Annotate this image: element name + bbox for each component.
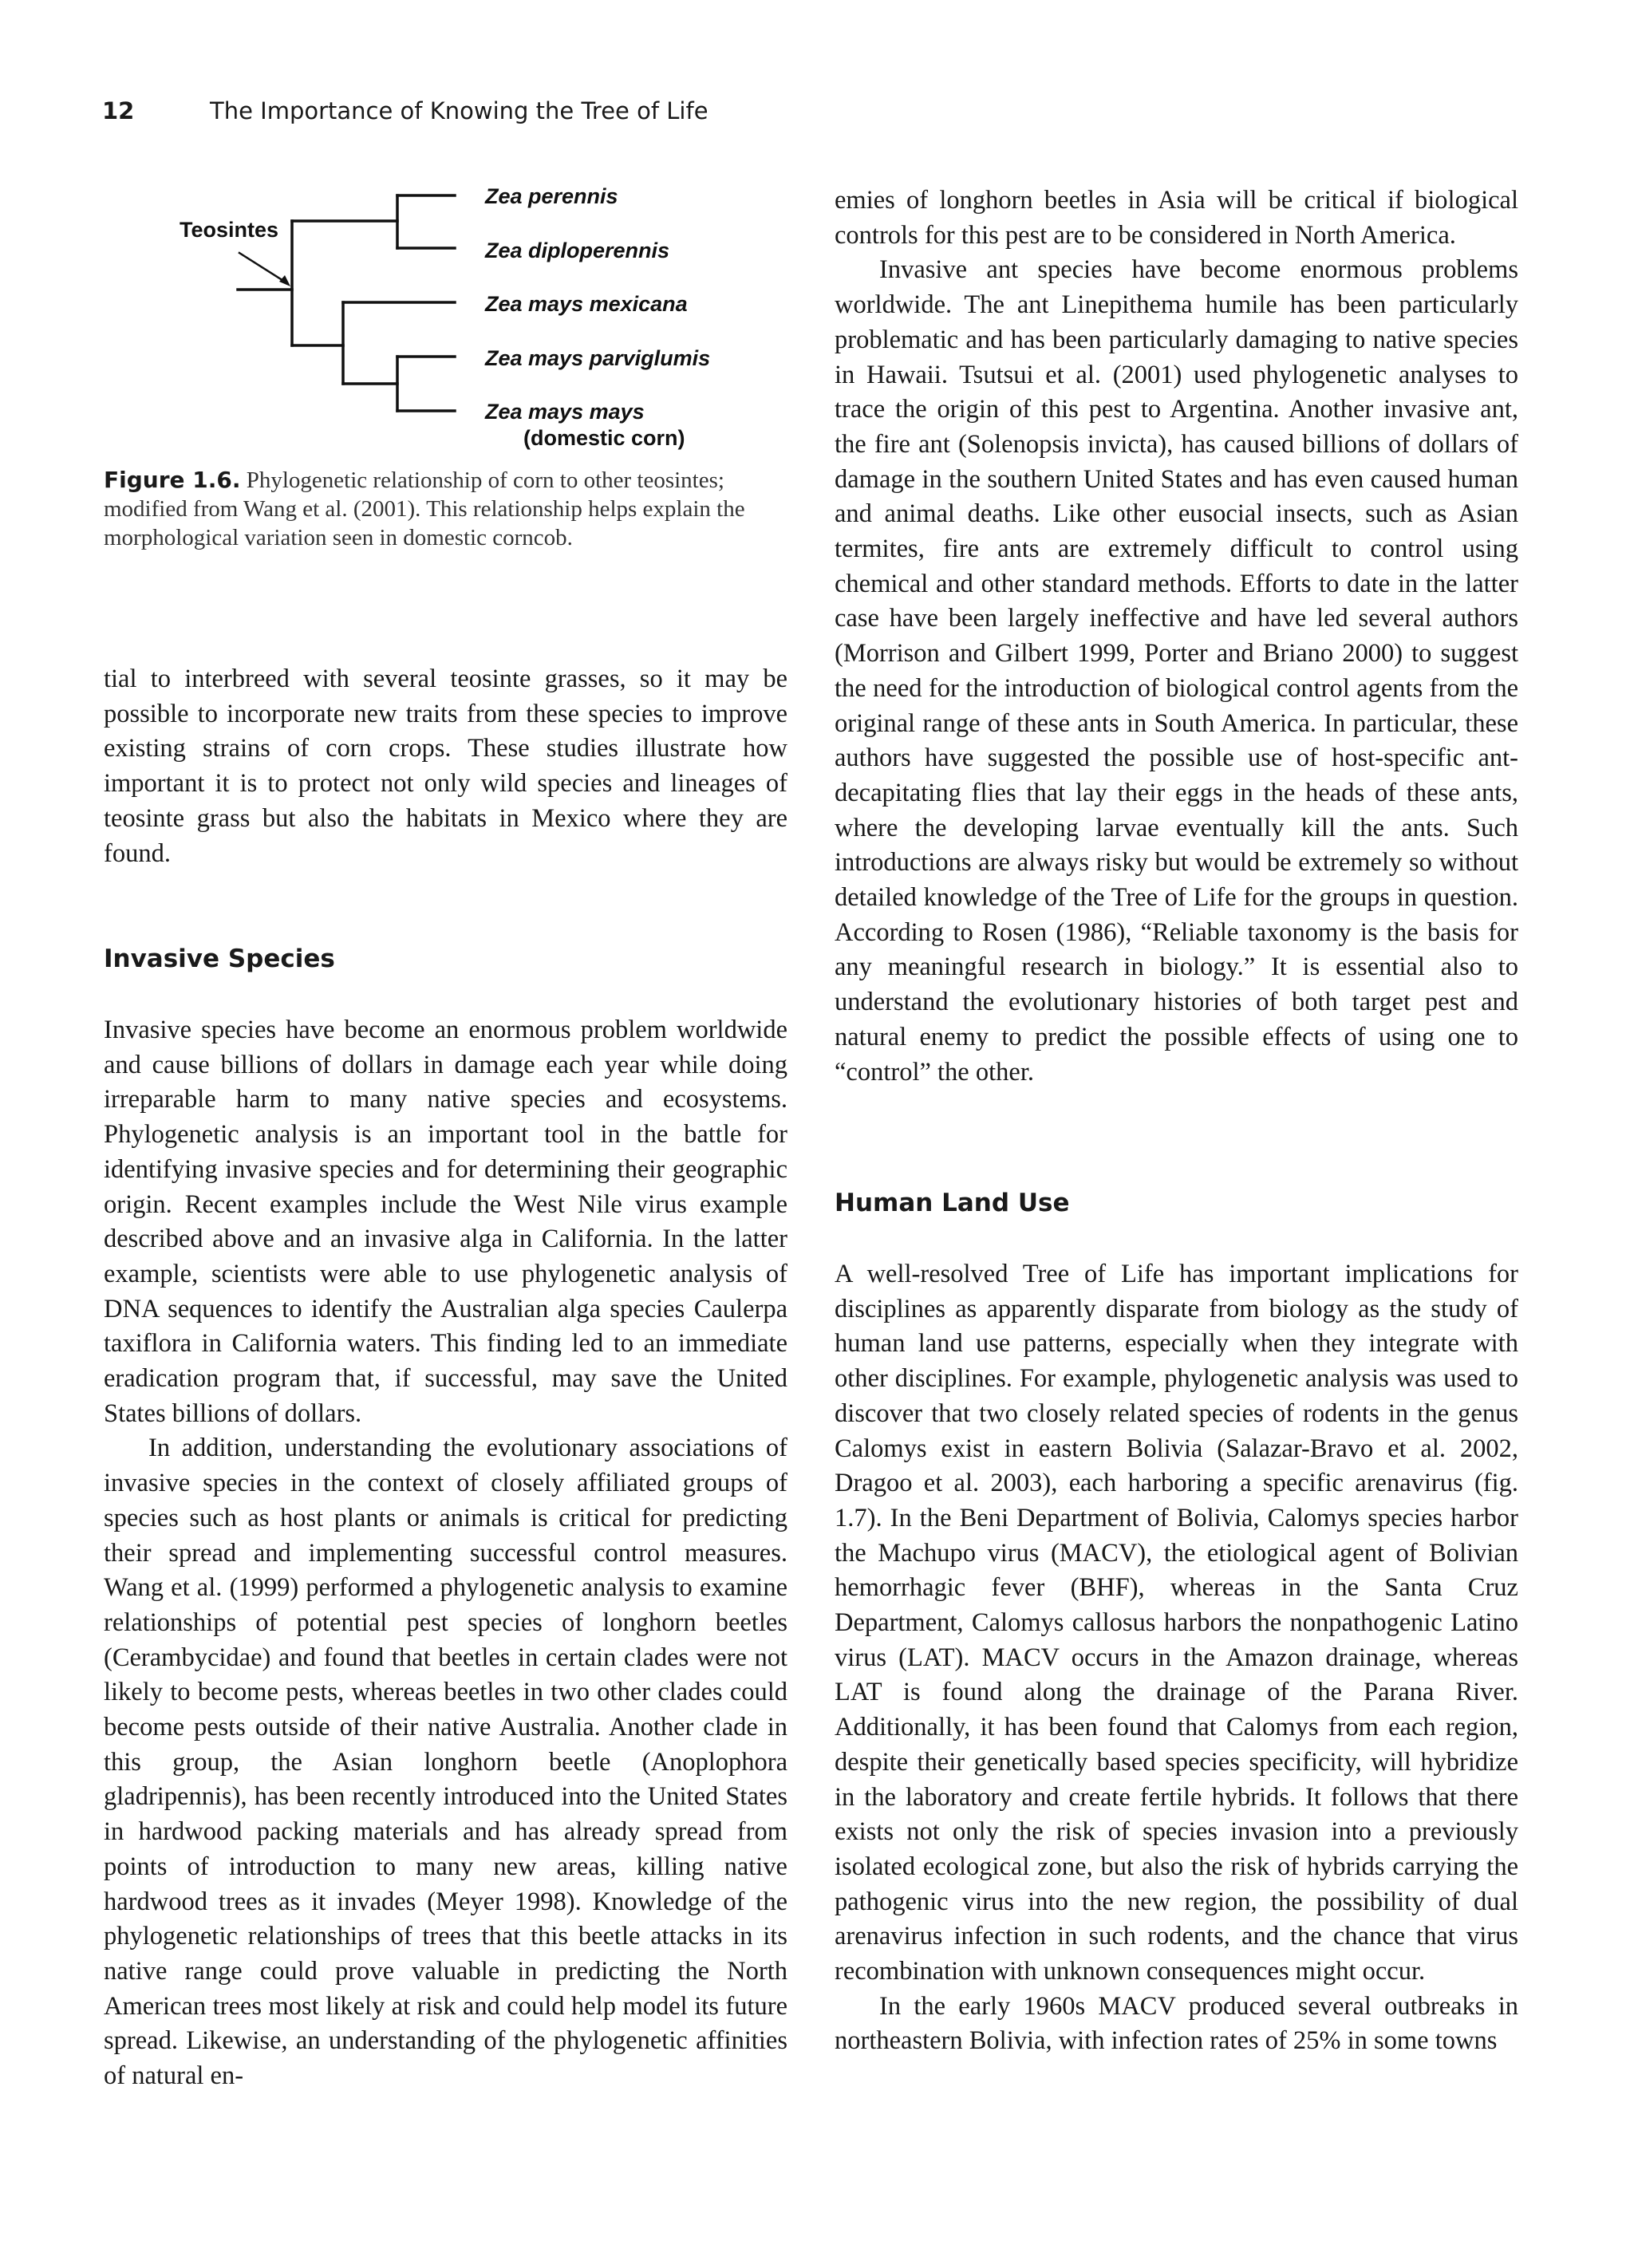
figure-caption-text: Phylogenetic relationship of corn to other teosintes; modified from Wang et al. (2001). This relationship helps explain the morphological variation seen in domestic corncob.: [104, 467, 745, 550]
phylogenetic-tree-figure: [160, 179, 734, 451]
right-lower-column: [835, 1257, 1518, 2059]
teosintes-arrowhead: [279, 275, 290, 286]
taxon-zea-mays-parviglumis: Zea mays parviglumis: [485, 346, 711, 370]
intro-text: tial to interbreed with several teosinte grasses, so it may be possible to incorporate new traits from these species to improve existing strains of corn crops. These studies illustrate how important it is to protect not only wild species and lineages of teosinte grass but also the habitats in Mexico where they are found.: [104, 665, 787, 868]
taxon-zea-mays-mexicana: Zea mays mexicana: [485, 292, 688, 316]
taxon-zea-mays-mays: Zea mays mays: [485, 400, 645, 424]
teosintes-label: Teosintes: [180, 218, 279, 242]
heading-human-land-use: Human Land Use: [835, 1189, 1070, 1217]
right-upper-column: [835, 183, 1518, 1090]
running-header: [102, 97, 708, 124]
teosintes-pointer-arrow: [239, 253, 287, 283]
heading-invasive-species: Invasive Species: [104, 945, 335, 973]
taxon-zea-perennis: Zea perennis: [485, 184, 618, 208]
taxon-zea-diploperennis: Zea diploperennis: [485, 239, 670, 262]
page-number: 12: [102, 97, 135, 124]
land-use-paragraph-1: A well-resolved Tree of Life has important implications for disciplines as apparently disparate from biology as the study of human land use patterns, especially when they integrate with other disciplines. For example, phylogenetic analysis was used to discover that two closely related species of rodents in the genus Calomys exist in eastern Bolivia (Salazar-Bravo et al. 2002, Dragoo et al. 2003), each harboring a specific arenavirus (fig. 1.7). In the Beni Department of Bolivia, Calomys species harbor the Machupo virus (MACV), the etiological agent of Bolivian hemorrhagic fever (BHF), whereas in the Santa Cruz Department, Calomys callosus harbors the nonpathogenic Latino virus (LAT). MACV occurs in the Amazon drainage, whereas LAT is found along the drainage of the Parana River. Additionally, it has been found that Calomys from each region, despite their genetically based species specificity, will hybridize in the laboratory and create fertile hybrids. It follows that there exists not only the risk of species invasion into a previously isolated ecological zone, but also the risk of hybrids carrying the pathogenic virus into the new region, the possibility of dual arenavirus infection in such rodents, and the chance that virus recombination with unknown consequences might occur.: [835, 1260, 1518, 1986]
right-paragraph-2: Invasive ant species have become enormous problems worldwide. The ant Linepithema humile has been particularly problematic and has been particularly damaging to native species in Hawaii. Tsutsui et al. (2001) used phylogenetic analyses to trace the origin of this pest to Argentina. Another invasive ant, the fire ant (Solenopsis invicta), has caused billions of dollars of damage in the southern United States and has even caused human and animal deaths. Like other eusocial insects, such as Asian termites, fire ants are extremely difficult to control using chemical and other standard methods. Efforts to date in the latter case have been largely ineffective and have led several authors (Morrison and Gilbert 1999, Porter and Briano 2000) to suggest the need for the introduction of biological control agents from the original range of these ants in South America. In particular, these authors have suggested the possible use of host-specific ant-decapitating flies that lay their eggs in the heads of these ants, where the developing larvae eventually kill the ants. Such introductions are always risky but would be extremely so without detailed knowledge of the Tree of Life for the groups in question. According to Rosen (1986), “Reliable taxonomy is the basis for any meaningful research in biology.” It is essential also to understand the evolutionary histories of both target pest and natural enemy to predict the possible effects of using one to “control” the other.: [835, 255, 1518, 1087]
right-paragraph-1: emies of longhorn beetles in Asia will be critical if biological controls for this pest are to be considered in North America.: [835, 186, 1518, 250]
running-title: The Importance of Knowing the Tree of Life: [210, 97, 708, 124]
left-intro-paragraph: [104, 662, 787, 871]
figure-label: Figure 1.6.: [104, 467, 241, 493]
invasive-paragraph-1: Invasive species have become an enormous problem worldwide and cause billions of dollars in damage each year while doing irreparable harm to many native species and ecosystems. Phylogenetic analysis is an important tool in the battle for identifying invasive species and for determining their geographic origin. Recent examples include the West Nile virus example described above and an invasive alga in California. In the latter example, scientists were able to use phylogenetic analysis of DNA sequences to identify the Australian alga species Caulerpa taxiflora in California waters. This finding led to an immediate eradication program that, if successful, may save the United States billions of dollars.: [104, 1016, 787, 1428]
invasive-paragraph-2: In addition, understanding the evolutionary associations of invasive species in the context of closely affiliated groups of species such as host plants or animals is critical for predicting their spread and implementing successful control measures. Wang et al. (1999) performed a phylogenetic analysis to examine relationships of potential pest species of longhorn beetles (Cerambycidae) and found that beetles in certain clades were not likely to become pests, whereas beetles in two other clades could become pests outside of their native Australia. Another clade in this group, the Asian longhorn beetle (Anoplophora gladripennis), has been recently introduced into the United States in hardwood packing materials and has already spread from points of introduction to many new areas, killing native hardwood trees as it invades (Meyer 1998). Knowledge of the phylogenetic relationships of trees that this beetle attacks in its native range could prove valuable in predicting the North American trees most likely at risk and could help model its future spread. Likewise, an understanding of the phylogenetic affinities of natural en-: [104, 1434, 787, 2091]
taxon-note-domestic-corn: (domestic corn): [523, 426, 685, 450]
land-use-paragraph-2: In the early 1960s MACV produced several outbreaks in northeastern Bolivia, with infection rates of 25% in some towns: [835, 1991, 1518, 2056]
figure-caption: [104, 466, 766, 552]
left-body-column: [104, 1013, 787, 2094]
